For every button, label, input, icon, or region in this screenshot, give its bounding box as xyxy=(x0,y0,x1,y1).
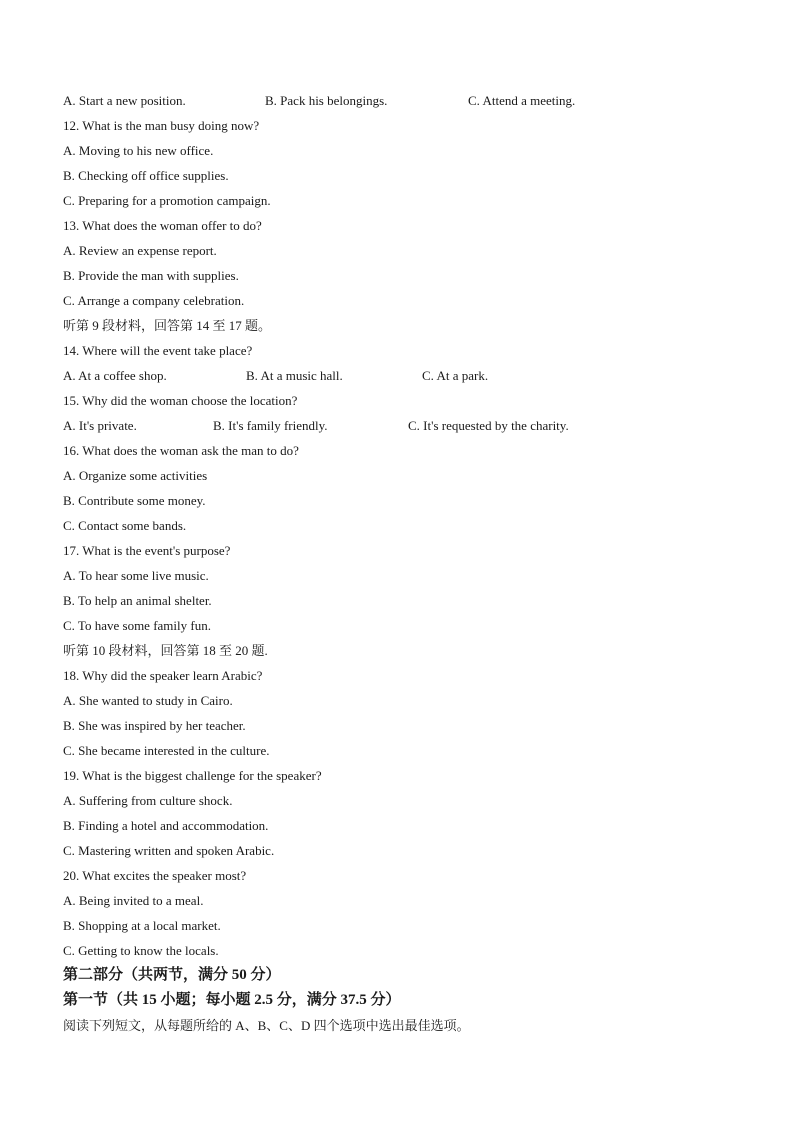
question-17: 17. What is the event's purpose? xyxy=(63,543,231,558)
reading-instruction: 阅读下列短文，从每题所给的 A、B、C、D 四个选项中选出最佳选项。 xyxy=(63,1018,470,1033)
option-c: C. Contact some bands. xyxy=(63,518,187,533)
part-2-heading: 第二部分（共两节，满分 50 分） xyxy=(63,967,281,983)
option-c: C. Preparing for a promotion campaign. xyxy=(63,193,271,208)
option-b: B. Pack his belongings. xyxy=(265,93,388,108)
question-19: 19. What is the biggest challenge for the speaker? xyxy=(63,768,322,783)
option-a: A. To hear some live music. xyxy=(63,568,209,583)
option-c: C. Getting to know the locals. xyxy=(63,943,219,958)
option-c: C. At a park. xyxy=(422,368,489,383)
option-c: C. She became interested in the culture. xyxy=(63,743,270,758)
document-page xyxy=(63,88,743,1038)
option-a: A. Review an expense report. xyxy=(63,243,217,258)
option-b: B. At a music hall. xyxy=(246,368,343,383)
question-11-options xyxy=(63,88,743,113)
option-a: A. Start a new position. xyxy=(63,93,186,108)
option-b: B. It's family friendly. xyxy=(213,418,328,433)
option-a: A. Organize some activities xyxy=(63,468,208,483)
option-b: B. Finding a hotel and accommodation. xyxy=(63,818,269,833)
option-c: C. Attend a meeting. xyxy=(468,93,576,108)
option-b: B. Contribute some money. xyxy=(63,493,206,508)
question-14-options xyxy=(63,363,743,388)
option-c: C. Arrange a company celebration. xyxy=(63,293,245,308)
option-c: C. To have some family fun. xyxy=(63,618,211,633)
option-b: B. She was inspired by her teacher. xyxy=(63,718,246,733)
question-14: 14. Where will the event take place? xyxy=(63,343,253,358)
question-15-options xyxy=(63,413,743,438)
option-c: C. Mastering written and spoken Arabic. xyxy=(63,843,275,858)
option-c: C. It's requested by the charity. xyxy=(408,418,569,433)
section-10-instruction: 听第 10 段材料，回答第 18 至 20 题. xyxy=(63,643,268,658)
question-12: 12. What is the man busy doing now? xyxy=(63,118,260,133)
option-b: B. Checking off office supplies. xyxy=(63,168,229,183)
option-a: A. Being invited to a meal. xyxy=(63,893,204,908)
option-a: A. It's private. xyxy=(63,418,137,433)
option-a: A. She wanted to study in Cairo. xyxy=(63,693,233,708)
question-18: 18. Why did the speaker learn Arabic? xyxy=(63,668,263,683)
question-13: 13. What does the woman offer to do? xyxy=(63,218,262,233)
question-16: 16. What does the woman ask the man to do? xyxy=(63,443,299,458)
option-a: A. Suffering from culture shock. xyxy=(63,793,233,808)
section-9-instruction: 听第 9 段材料，回答第 14 至 17 题。 xyxy=(63,318,272,333)
option-b: B. Provide the man with supplies. xyxy=(63,268,239,283)
question-20: 20. What excites the speaker most? xyxy=(63,868,247,883)
option-b: B. Shopping at a local market. xyxy=(63,918,221,933)
question-15: 15. Why did the woman choose the location? xyxy=(63,393,298,408)
option-a: A. Moving to his new office. xyxy=(63,143,214,158)
option-a: A. At a coffee shop. xyxy=(63,368,167,383)
option-b: B. To help an animal shelter. xyxy=(63,593,212,608)
section-1-heading: 第一节（共 15 小题；每小题 2.5 分，满分 37.5 分） xyxy=(63,992,401,1008)
